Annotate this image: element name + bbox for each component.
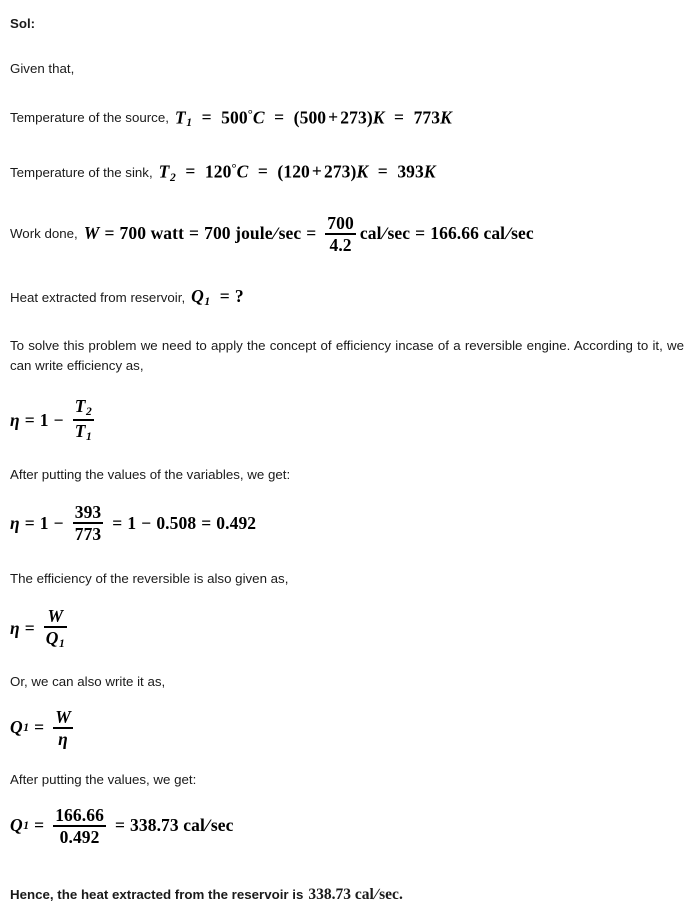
final-result: 338.73 [130, 815, 179, 836]
slash-1: / [270, 223, 282, 244]
heat-symbol: Q [191, 286, 204, 307]
work-done-expression [84, 214, 534, 255]
work-joule-value: 700 [204, 223, 231, 244]
work-cal-unit [360, 223, 410, 244]
numeric-ratio-denominator: 773 [74, 523, 102, 544]
work-result: 166.66 [430, 223, 479, 244]
slash-5: / [372, 886, 382, 904]
solution-document [0, 14, 693, 904]
sink-result-unit: K [423, 161, 436, 182]
equals-16: = [24, 617, 35, 638]
equals-5: = [257, 161, 268, 182]
given-intro-text: Given that, [10, 61, 75, 77]
efficiency-formula-work [10, 607, 684, 651]
equals-18: = [34, 815, 45, 836]
cal-word-4: cal [354, 886, 374, 904]
one-2: 1 [39, 512, 49, 533]
slash-3: / [502, 223, 514, 244]
ratio-denominator [73, 421, 94, 443]
degree-symbol-2: ° [231, 161, 237, 176]
equals-10: = [415, 223, 426, 244]
work-heat-denominator-subscript: 1 [59, 638, 65, 651]
work-joule-unit [235, 223, 301, 244]
joule-word: joule [235, 223, 273, 244]
work-heat-fraction [44, 607, 67, 651]
ratio-numerator-symbol: T [74, 395, 86, 416]
work-fraction-numerator: 700 [327, 212, 354, 233]
sink-result: 393 [397, 161, 424, 182]
final-result-unit [183, 815, 233, 836]
heat-formula-numeric [10, 806, 684, 847]
work-eta-fraction [53, 708, 73, 749]
cal-word-2: cal [483, 223, 506, 244]
after-values-text-2: After putting the values, we get: [10, 772, 197, 788]
work-eta-numerator: W [55, 706, 71, 727]
degree-symbol-1: ° [247, 106, 253, 121]
celsius-unit-2: C [236, 161, 249, 182]
equals-3: = [394, 106, 405, 127]
equals-12: = [24, 409, 35, 430]
minus-2: − [53, 512, 64, 533]
conclusion-period: . [398, 886, 403, 904]
source-temperature-expression [175, 107, 452, 130]
q1-symbol-2: Q [10, 815, 23, 836]
equals-7: = [104, 223, 115, 244]
plus-2: + [311, 161, 322, 182]
work-heat-denominator [44, 628, 67, 650]
ratio-numerator [73, 397, 94, 419]
heat-extracted-expression [191, 286, 244, 308]
explanation-paragraph: To solve this problem we need to apply the concept of efficiency incase of a reversible engine. According to it, we can write efficiency as, [10, 338, 684, 373]
sec-word-4: sec [210, 815, 234, 836]
numeric-ratio-numerator: 393 [74, 501, 102, 522]
equals-1: = [201, 106, 212, 127]
paren-close-2: ) [350, 161, 357, 182]
final-fraction [53, 806, 106, 847]
paren-open-1: ( [293, 106, 300, 127]
efficiency-alt-intro: The efficiency of the reversible is also given as, [10, 571, 289, 587]
equals-14: = [112, 512, 123, 533]
efficiency-formula-numeric [10, 503, 684, 544]
sink-temperature-expression [159, 161, 436, 184]
eta-symbol-2: η [10, 512, 20, 533]
work-heat-denominator-symbol: Q [45, 627, 59, 648]
equals-8: = [189, 223, 200, 244]
conclusion-value: 338.73 [308, 886, 352, 904]
plus-1: + [328, 106, 339, 127]
eta-symbol-1: η [10, 409, 20, 430]
slash-2: / [379, 223, 391, 244]
after-values-text-1: After putting the values of the variables, we get: [10, 467, 291, 483]
heat-extracted-line [10, 286, 684, 308]
paren-open-2: ( [277, 161, 284, 182]
source-result: 773 [413, 106, 441, 127]
equals-2: = [274, 106, 285, 127]
source-sum-b: 273 [340, 106, 367, 127]
sec-word-2: sec [387, 223, 411, 244]
conclusion-value-group [308, 886, 402, 904]
final-numerator: 166.66 [55, 804, 104, 825]
work-eta-denominator: η [58, 728, 68, 749]
conclusion-line [10, 886, 684, 904]
q1-subscript-2: 1 [23, 819, 30, 832]
ratio-denominator-symbol: T [74, 421, 86, 442]
step-one: 1 [127, 512, 137, 533]
equals-15: = [201, 512, 212, 533]
sink-temperature-label: Temperature of the sink, [10, 164, 153, 180]
source-temperature-label: Temperature of the source, [10, 110, 169, 126]
efficiency-formula-temperature [10, 397, 684, 444]
paren-close-1: ) [366, 106, 373, 127]
equals-4: = [185, 161, 196, 182]
work-done-line [10, 214, 684, 255]
slash-4: / [202, 815, 214, 836]
q1-subscript-1: 1 [23, 721, 30, 734]
source-subscript: 1 [186, 117, 193, 130]
q1-symbol-1: Q [10, 717, 23, 738]
work-fraction [325, 214, 356, 255]
source-temperature-line [10, 107, 684, 130]
equals-17: = [34, 717, 45, 738]
kelvin-unit-2: K [356, 161, 369, 182]
step-value: 0.508 [156, 512, 197, 533]
temperature-ratio-fraction [73, 397, 94, 444]
equals-19: = [114, 815, 126, 836]
sink-symbol: T [158, 161, 170, 182]
equals-9: = [306, 223, 317, 244]
source-sum-a: 500 [299, 106, 327, 127]
numeric-ratio-fraction [73, 503, 104, 544]
heat-extracted-label: Heat extracted from reservoir, [10, 289, 186, 305]
ratio-numerator-subscript: 2 [86, 406, 92, 419]
eta-symbol-3: η [10, 617, 20, 638]
sink-sum-b: 273 [323, 161, 351, 182]
work-fraction-denominator: 4.2 [329, 234, 352, 255]
sink-temperature-line [10, 161, 684, 184]
work-watt-unit: watt [150, 223, 185, 244]
sink-sum-a: 120 [283, 161, 310, 182]
celsius-unit-1: C [252, 106, 265, 127]
final-denominator: 0.492 [59, 826, 100, 847]
sink-subscript: 2 [169, 171, 176, 184]
work-watt-value: 700 [119, 223, 147, 244]
work-heat-numerator: W [47, 605, 64, 626]
conclusion-text: Hence, the heat extracted from the reservoir is [10, 887, 304, 903]
conclusion-unit [355, 886, 399, 903]
heat-formula-symbolic [10, 708, 684, 749]
minus-1: − [53, 409, 64, 430]
work-done-label: Work done, [10, 226, 78, 242]
minus-3: − [141, 512, 152, 533]
equals-11: = [219, 286, 230, 307]
source-result-unit: K [440, 106, 452, 127]
cal-word-3: cal [183, 815, 205, 836]
source-symbol: T [174, 106, 186, 127]
sec-word-5: sec [379, 886, 399, 904]
cal-word-1: cal [359, 223, 382, 244]
work-symbol: W [83, 223, 100, 244]
sec-word-1: sec [278, 223, 302, 244]
work-result-unit [483, 223, 533, 244]
solution-heading: Sol: [10, 16, 36, 31]
ratio-denominator-subscript: 1 [86, 431, 92, 444]
source-celsius-value: 500 [221, 106, 248, 127]
kelvin-unit-1: K [372, 106, 385, 127]
sink-celsius-value: 120 [204, 161, 232, 182]
heat-subscript: 1 [204, 296, 211, 309]
question-mark: ? [234, 286, 244, 307]
sec-word-3: sec [511, 223, 534, 244]
efficiency-result: 0.492 [216, 512, 257, 533]
equals-13: = [24, 512, 35, 533]
equals-6: = [377, 161, 388, 182]
one-1: 1 [39, 409, 49, 430]
rewrite-intro: Or, we can also write it as, [10, 674, 166, 690]
